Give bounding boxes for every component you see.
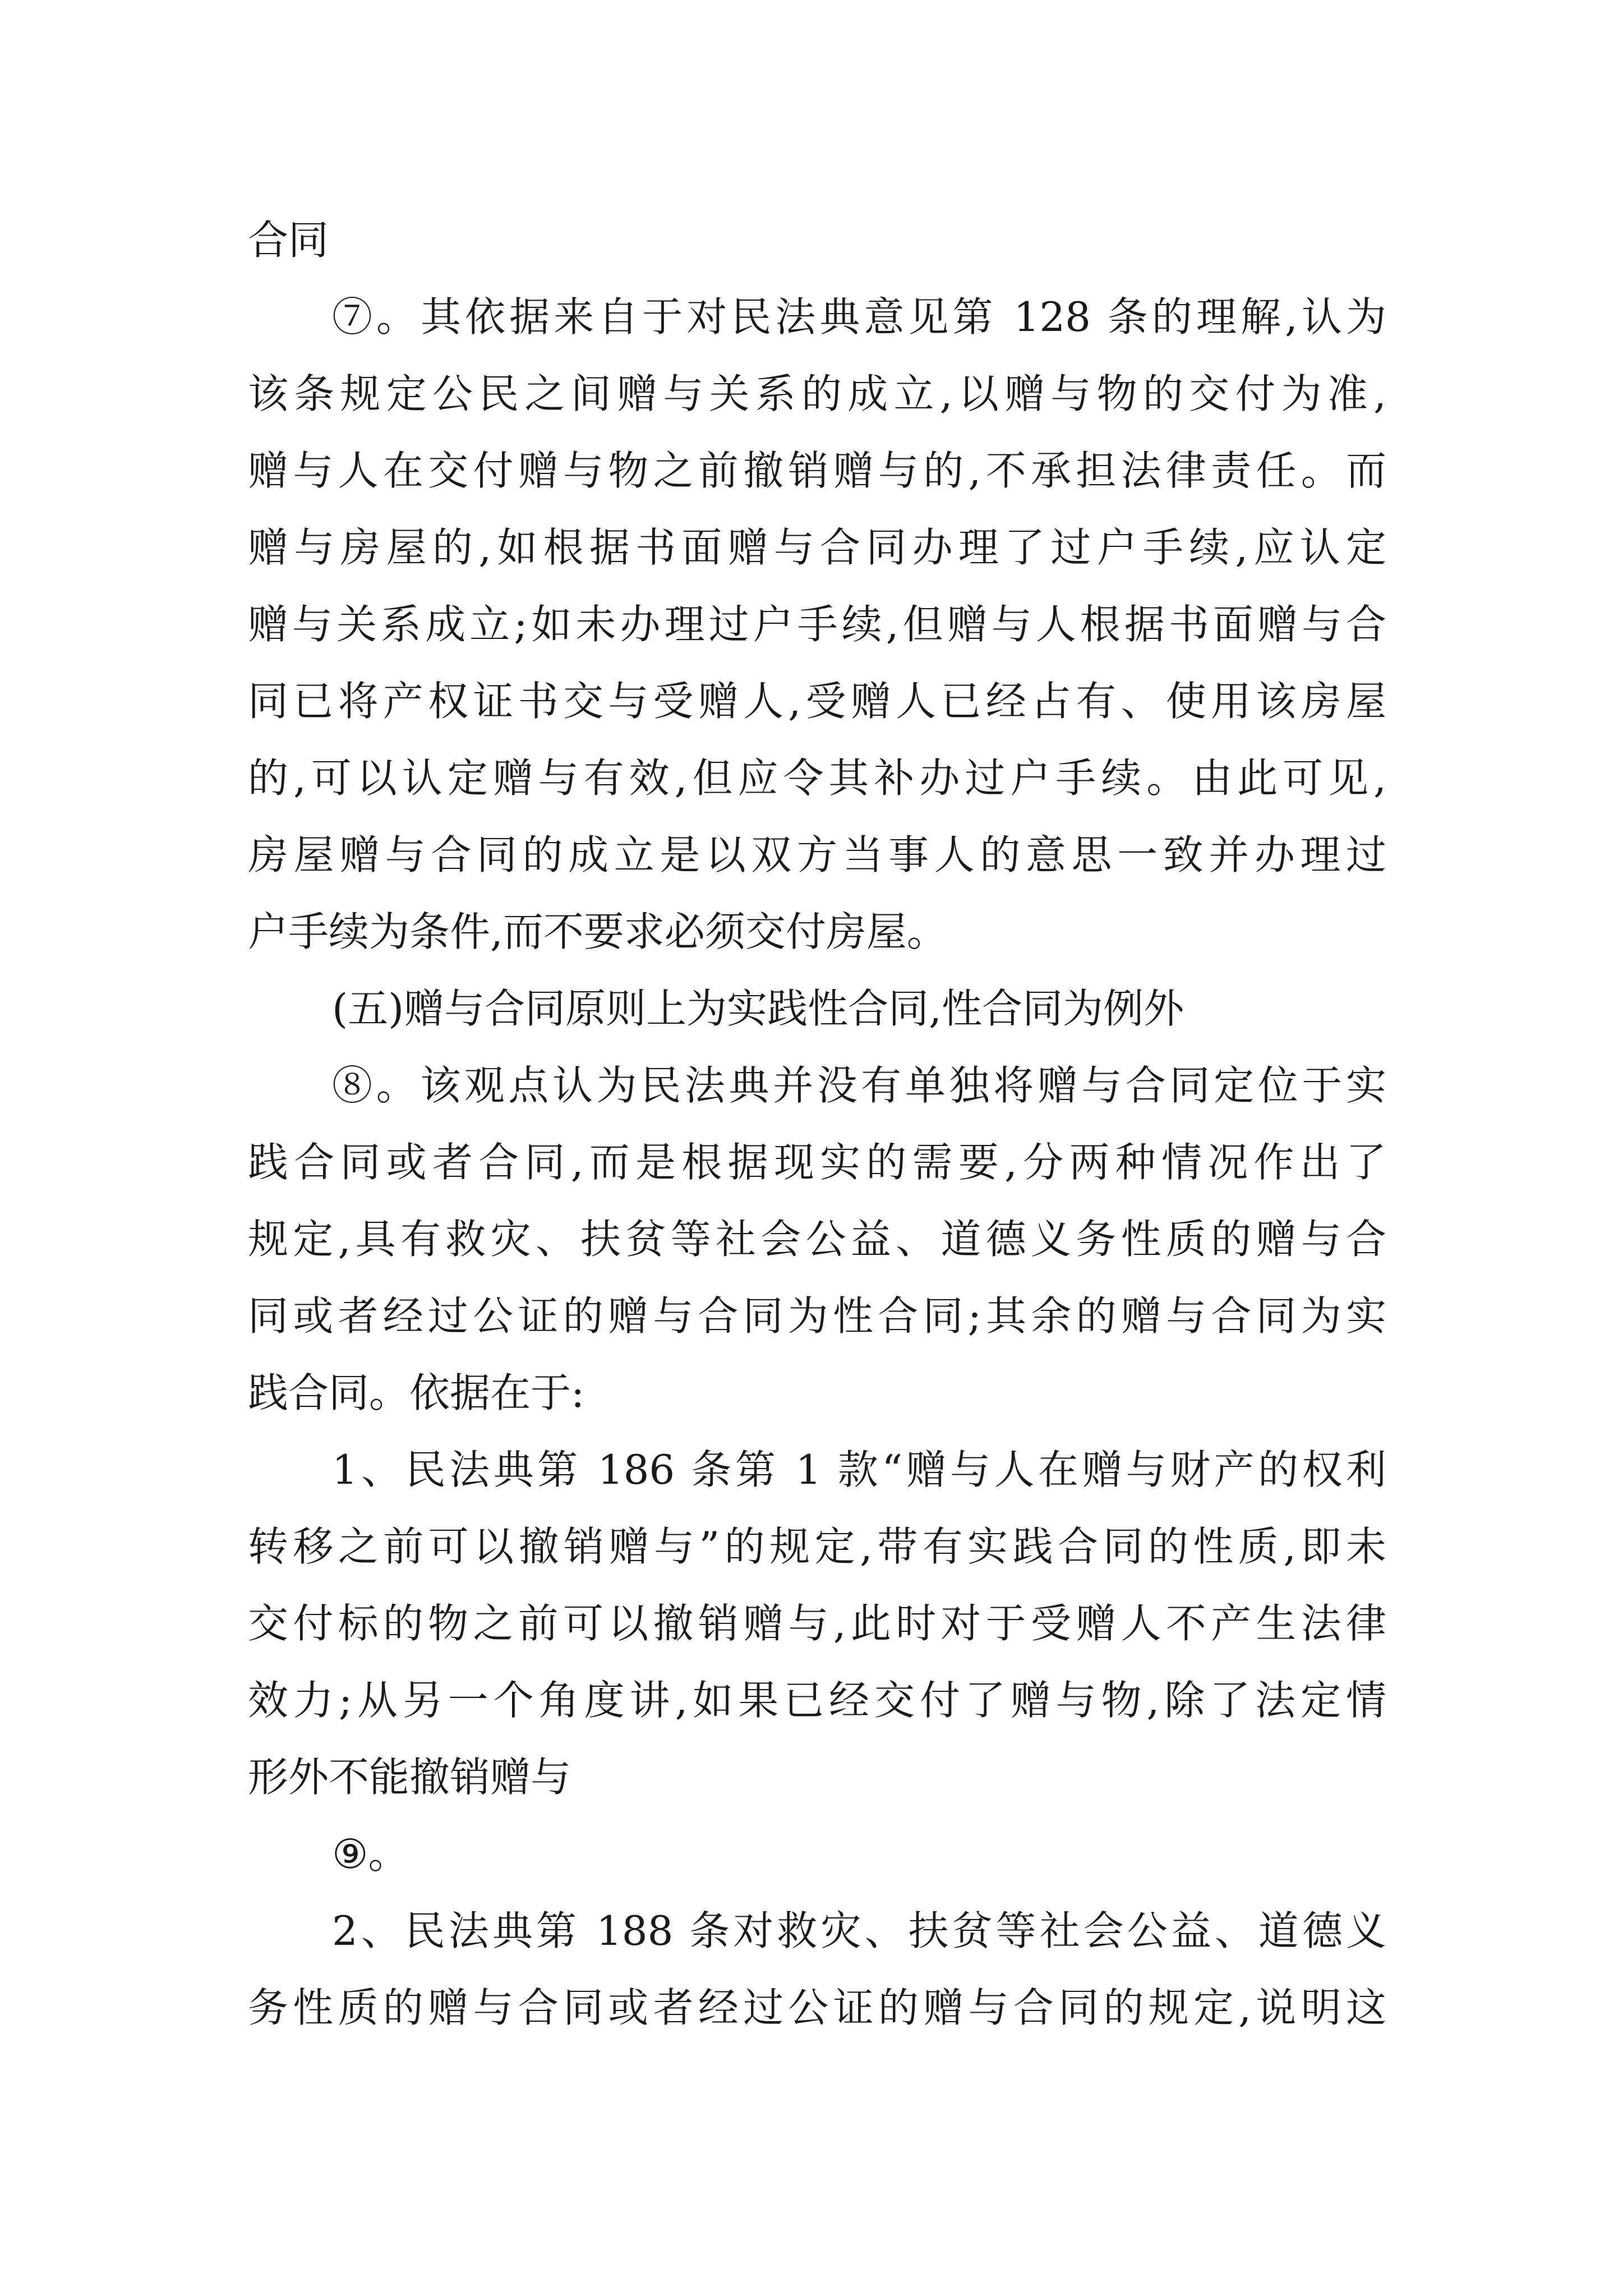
- text-line: 该条规定公民之间赠与关系的成立,以赠与物的交付为准,: [248, 370, 1386, 417]
- text-line: 赠与关系成立;如未办理过户手续,但赠与人根据书面赠与合: [248, 601, 1386, 648]
- text-line: 房屋赠与合同的成立是以双方当事人的意思一致并办理过: [248, 831, 1386, 878]
- section-heading: (五)赠与合同原则上为实践性合同,性合同为例外: [332, 985, 1184, 1032]
- text-line: 同或者经过公证的赠与合同为性合同;其余的赠与合同为实: [248, 1292, 1386, 1340]
- text-line: ⑧。该观点认为民法典并没有单独将赠与合同定位于实: [332, 1062, 1386, 1109]
- text-line: 户手续为条件,而不要求必须交付房屋。: [248, 908, 947, 955]
- text-line: 赠与人在交付赠与物之前撤销赠与的,不承担法律责任。而: [248, 447, 1386, 494]
- text-line: 务性质的赠与合同或者经过公证的赠与合同的规定,说明这: [248, 1984, 1386, 2031]
- text-line: 效力;从另一个角度讲,如果已经交付了赠与物,除了法定情: [248, 1677, 1386, 1724]
- text-line: 形外不能撤销赠与: [248, 1754, 571, 1801]
- text-line: ⑦。其依据来自于对民法典意见第 128 条的理解,认为: [332, 293, 1386, 341]
- text-line: 的,可以认定赠与有效,但应令其补办过户手续。由此可见,: [248, 754, 1386, 802]
- text-line: 同已将产权证书交与受赠人,受赠人已经占有、使用该房屋: [248, 678, 1386, 725]
- text-line: ⑨。: [332, 1830, 409, 1878]
- text-line: 赠与房屋的,如根据书面赠与合同办理了过户手续,应认定: [248, 524, 1386, 571]
- text-line: 交付标的物之前可以撤销赠与,此时对于受赠人不产生法律: [248, 1600, 1386, 1647]
- text-line: 1、民法典第 186 条第 1 款“赠与人在赠与财产的权利: [332, 1446, 1386, 1493]
- text-line: 2、民法典第 188 条对救灾、扶贫等社会公益、道德义: [332, 1907, 1386, 1954]
- text-line: 践合同。依据在于:: [248, 1369, 585, 1416]
- text-line: 合同: [248, 217, 329, 264]
- text-line: 践合同或者合同,而是根据现实的需要,分两种情况作出了: [248, 1139, 1386, 1186]
- text-line: 规定,具有救灾、扶贫等社会公益、道德义务性质的赠与合: [248, 1216, 1386, 1263]
- text-line: 转移之前可以撤销赠与”的规定,带有实践合同的性质,即未: [248, 1523, 1386, 1570]
